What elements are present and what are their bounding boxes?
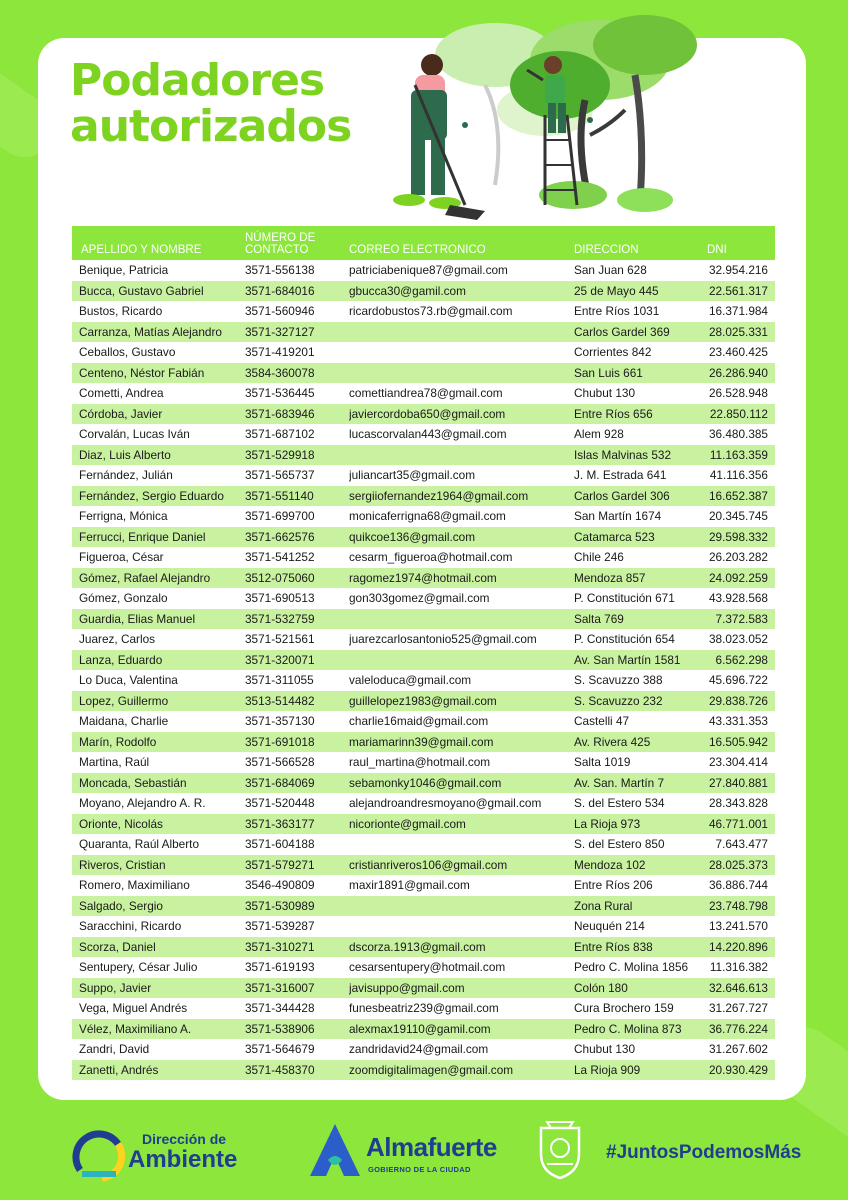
table-row <box>72 568 775 589</box>
cell-address: Entre Ríos 1031 <box>574 304 660 319</box>
cell-phone: 3571-458370 <box>245 1062 315 1077</box>
table-row <box>72 260 775 281</box>
cell-name: Ferrucci, Enrique Daniel <box>79 529 206 544</box>
cell-dni: 23.304.414 <box>708 755 768 770</box>
cell-address: San Juan 628 <box>574 263 647 278</box>
cell-dni: 22.850.112 <box>709 406 768 421</box>
cell-phone: 3571-564679 <box>245 1042 315 1057</box>
table-row <box>72 773 775 794</box>
cell-phone: 3571-551140 <box>245 488 314 503</box>
cell-phone: 3571-419201 <box>245 345 315 360</box>
cell-dni: 13.241.570 <box>708 919 768 934</box>
cell-email: mariamarinn39@gmail.com <box>349 734 494 749</box>
ambiente-logo <box>72 1126 242 1186</box>
cell-dni: 11.163.359 <box>709 447 768 462</box>
cell-phone: 3584-360078 <box>245 365 315 380</box>
table-row <box>72 670 775 691</box>
cell-name: Bustos, Ricardo <box>79 304 163 319</box>
cell-name: Lanza, Eduardo <box>79 652 163 667</box>
cell-name: Carranza, Matías Alejandro <box>79 324 222 339</box>
hashtag: #JuntosPodemosMás <box>606 1142 802 1163</box>
cell-address: Alem 928 <box>574 427 624 442</box>
cell-name: Diaz, Luis Alberto <box>79 447 171 462</box>
cell-address: San Luis 661 <box>574 365 643 380</box>
cell-email: monicaferrigna68@gmail.com <box>349 509 506 524</box>
cell-dni: 23.748.798 <box>708 898 768 913</box>
cell-phone: 3571-687102 <box>245 427 315 442</box>
table-row <box>72 691 775 712</box>
cell-address: Mendoza 102 <box>574 857 646 872</box>
table-body <box>72 260 775 1080</box>
table-row <box>72 834 775 855</box>
table-row <box>72 424 775 445</box>
cell-email: javiercordoba650@gmail.com <box>349 406 506 421</box>
cell-name: Ferrigna, Mónica <box>79 509 168 524</box>
title-line-1: Podadores <box>70 55 325 106</box>
cell-email: ragomez1974@hotmail.com <box>349 570 497 585</box>
cell-email: guillelopez1983@gmail.com <box>349 693 497 708</box>
cell-address: Pedro C. Molina 1856 <box>574 960 689 975</box>
cell-phone: 3571-684016 <box>245 283 315 298</box>
table-row <box>72 363 775 384</box>
table-row <box>72 875 775 896</box>
cell-address: Cura Brochero 159 <box>574 1001 674 1016</box>
cell-dni: 41.116.356 <box>709 468 768 483</box>
cell-phone: 3571-579271 <box>245 857 315 872</box>
cell-email: patriciabenique87@gmail.com <box>349 263 508 278</box>
cell-dni: 29.838.726 <box>708 693 768 708</box>
table-row <box>72 732 775 753</box>
cell-name: Juarez, Carlos <box>79 632 156 647</box>
cell-dni: 36.886.744 <box>708 878 768 893</box>
cell-dni: 28.025.331 <box>708 324 768 339</box>
table-row <box>72 814 775 835</box>
cell-dni: 26.286.940 <box>708 365 768 380</box>
cell-address: P. Constitución 671 <box>574 591 675 606</box>
table-row <box>72 445 775 466</box>
cell-address: Catamarca 523 <box>574 529 655 544</box>
almafuerte-logo <box>308 1122 508 1186</box>
cell-email: juliancart35@gmail.com <box>349 468 476 483</box>
cell-name: Corvalán, Lucas Iván <box>79 427 190 442</box>
table-row <box>72 609 775 630</box>
cell-phone: 3571-344428 <box>245 1001 315 1016</box>
table-row <box>72 404 775 425</box>
cell-address: J. M. Estrada 641 <box>574 468 667 483</box>
cell-address: Chubut 130 <box>574 1042 636 1057</box>
cell-address: P. Constitución 654 <box>574 632 675 647</box>
cell-address: Entre Ríos 656 <box>574 406 653 421</box>
cell-address: Islas Malvinas 532 <box>574 447 672 462</box>
table-row <box>72 547 775 568</box>
table-row <box>72 896 775 917</box>
cell-phone: 3571-320071 <box>245 652 315 667</box>
cell-dni: 43.331.353 <box>708 714 768 729</box>
cell-name: Orionte, Nicolás <box>79 816 163 831</box>
cell-dni: 14.220.896 <box>708 939 768 954</box>
cell-address: S. del Estero 850 <box>574 837 665 852</box>
cell-phone: 3571-604188 <box>245 837 315 852</box>
cell-email: maxir1891@gmail.com <box>349 878 470 893</box>
page-title <box>70 55 352 152</box>
cell-address: S. Scavuzzo 388 <box>574 673 663 688</box>
cell-name: Zanetti, Andrés <box>79 1062 159 1077</box>
table-row <box>72 383 775 404</box>
cell-name: Quaranta, Raúl Alberto <box>79 837 200 852</box>
cell-email: dscorza.1913@gmail.com <box>349 939 486 954</box>
cell-dni: 29.598.332 <box>708 529 768 544</box>
cell-phone: 3571-529918 <box>245 447 315 462</box>
city-name: Almafuerte <box>366 1132 497 1162</box>
table-row <box>72 301 775 322</box>
cell-phone: 3571-310271 <box>245 939 315 954</box>
table-row <box>72 855 775 876</box>
cell-phone: 3571-691018 <box>245 734 315 749</box>
table-row <box>72 752 775 773</box>
table-row <box>72 486 775 507</box>
cell-dni: 43.928.568 <box>708 591 768 606</box>
table-row <box>72 322 775 343</box>
cell-address: Pedro C. Molina 873 <box>574 1021 682 1036</box>
cell-phone: 3571-532759 <box>245 611 315 626</box>
cell-name: Benique, Patricia <box>79 263 169 278</box>
table-row <box>72 998 775 1019</box>
cell-phone: 3571-357130 <box>245 714 315 729</box>
cell-dni: 24.092.259 <box>708 570 768 585</box>
cell-email: comettiandrea78@gmail.com <box>349 386 503 401</box>
almafuerte-logo-icon <box>308 1122 362 1178</box>
table-header <box>72 226 775 260</box>
header-dni: DNI <box>707 244 727 256</box>
header-name: APELLIDO Y NOMBRE <box>81 244 202 256</box>
cell-phone: 3571-560946 <box>245 304 315 319</box>
cell-dni: 31.267.602 <box>708 1042 768 1057</box>
cell-address: Salta 1019 <box>574 755 631 770</box>
cell-phone: 3571-521561 <box>245 632 315 647</box>
cell-phone: 3571-311055 <box>245 673 314 688</box>
header-phone <box>245 232 349 256</box>
table-row <box>72 281 775 302</box>
cell-phone: 3571-684069 <box>245 775 315 790</box>
cell-email: lucascorvalan443@gmail.com <box>349 427 507 442</box>
cell-email: juarezcarlosantonio525@gmail.com <box>349 632 537 647</box>
header-address: DIRECCIÓN <box>574 244 639 256</box>
table-row <box>72 957 775 978</box>
table-row <box>72 588 775 609</box>
cell-name: Scorza, Daniel <box>79 939 156 954</box>
table-row <box>72 1060 775 1081</box>
cell-dni: 22.561.317 <box>708 283 768 298</box>
city-seal-icon <box>535 1118 585 1180</box>
table-row <box>72 629 775 650</box>
cell-phone: 3571-539287 <box>245 919 315 934</box>
header-email: CORREO ELECTRÓNICO <box>349 244 486 256</box>
cell-name: Sentupery, César Julio <box>79 960 198 975</box>
table-row <box>72 650 775 671</box>
cell-address: La Rioja 973 <box>574 816 641 831</box>
cell-email: quikcoe136@gmail.com <box>349 529 476 544</box>
header-phone-line-1: NÚMERO DE <box>245 232 316 244</box>
table-row <box>72 793 775 814</box>
ambiente-line-2: Ambiente <box>128 1146 238 1173</box>
cell-email: raul_martina@hotmail.com <box>349 755 491 770</box>
pruners-table <box>72 226 775 1080</box>
cell-dni: 16.652.387 <box>708 488 768 503</box>
footer <box>0 1110 848 1200</box>
cell-phone: 3571-683946 <box>245 406 315 421</box>
header-phone-line-2: CONTACTO <box>245 244 309 256</box>
cell-dni: 36.776.224 <box>708 1021 768 1036</box>
cell-phone: 3571-565737 <box>245 468 315 483</box>
cell-dni: 26.203.282 <box>708 550 768 565</box>
cell-name: Gómez, Gonzalo <box>79 591 168 606</box>
cell-phone: 3571-662576 <box>245 529 315 544</box>
cell-phone: 3546-490809 <box>245 878 315 893</box>
cell-dni: 32.954.216 <box>708 263 768 278</box>
cell-name: Lo Duca, Valentina <box>79 673 178 688</box>
cell-email: zoomdigitalimagen@gmail.com <box>349 1062 514 1077</box>
table-row <box>72 978 775 999</box>
cell-address: Neuquén 214 <box>574 919 645 934</box>
cell-name: Lopez, Guillermo <box>79 693 169 708</box>
cell-dni: 16.371.984 <box>708 304 768 319</box>
cell-address: Salta 769 <box>574 611 624 626</box>
cell-email: cesarm_figueroa@hotmail.com <box>349 550 513 565</box>
table-row <box>72 465 775 486</box>
cell-phone: 3571-536445 <box>245 386 315 401</box>
cell-email: javisuppo@gmail.com <box>349 980 465 995</box>
cell-name: Fernández, Sergio Eduardo <box>79 488 224 503</box>
cell-phone: 3571-327127 <box>245 324 315 339</box>
cell-name: Fernández, Julián <box>79 468 173 483</box>
cell-name: Vélez, Maximiliano A. <box>79 1021 192 1036</box>
cell-name: Moncada, Sebastián <box>79 775 187 790</box>
cell-dni: 32.646.613 <box>708 980 768 995</box>
cell-address: Chile 246 <box>574 550 624 565</box>
cell-address: Zona Rural <box>574 898 633 913</box>
cell-name: Suppo, Javier <box>79 980 152 995</box>
cell-address: Mendoza 857 <box>574 570 646 585</box>
cell-name: Saracchini, Ricardo <box>79 919 182 934</box>
cell-address: 25 de Mayo 445 <box>574 283 659 298</box>
cell-name: Zandri, David <box>79 1042 150 1057</box>
cell-address: Av. San. Martín 7 <box>574 775 665 790</box>
cell-name: Ceballos, Gustavo <box>79 345 176 360</box>
cell-name: Guardia, Elias Manuel <box>79 611 196 626</box>
cell-phone: 3571-619193 <box>245 960 315 975</box>
cell-phone: 3512-075060 <box>245 570 315 585</box>
cell-dni: 28.025.373 <box>708 857 768 872</box>
cell-phone: 3571-538906 <box>245 1021 315 1036</box>
cell-dni: 38.023.052 <box>708 632 768 647</box>
cell-email: cristianriveros106@gmail.com <box>349 857 508 872</box>
cell-address: San Martín 1674 <box>574 509 662 524</box>
table-row <box>72 506 775 527</box>
city-subtitle: GOBIERNO DE LA CIUDAD <box>368 1165 471 1174</box>
table-row <box>72 937 775 958</box>
cell-email: ricardobustos73.rb@gmail.com <box>349 304 513 319</box>
cell-dni: 20.930.429 <box>708 1062 768 1077</box>
table-row <box>72 1019 775 1040</box>
cell-name: Cometti, Andrea <box>79 386 164 401</box>
ambiente-line-1: Dirección de <box>142 1131 227 1147</box>
cell-name: Riveros, Cristian <box>79 857 166 872</box>
cell-email: gbucca30@gamil.com <box>349 283 466 298</box>
cell-phone: 3571-556138 <box>245 263 315 278</box>
cell-phone: 3571-363177 <box>245 816 315 831</box>
cell-dni: 7.643.477 <box>715 837 768 852</box>
cell-phone: 3571-566528 <box>245 755 315 770</box>
cell-email: alexmax19110@gamil.com <box>349 1021 491 1036</box>
cell-dni: 11.316.382 <box>709 960 768 975</box>
cell-name: Centeno, Néstor Fabián <box>79 365 205 380</box>
cell-email: gon303gomez@gmail.com <box>349 591 490 606</box>
cell-address: Castelli 47 <box>574 714 630 729</box>
cell-name: Salgado, Sergio <box>79 898 163 913</box>
cell-address: Av. Rivera 425 <box>574 734 651 749</box>
cell-address: Carlos Gardel 369 <box>574 324 670 339</box>
gardeners-illustration <box>345 15 775 220</box>
cell-name: Marín, Rodolfo <box>79 734 157 749</box>
cell-dni: 16.505.942 <box>708 734 768 749</box>
cell-dni: 31.267.727 <box>708 1001 768 1016</box>
cell-address: Av. San Martín 1581 <box>574 652 681 667</box>
table-row <box>72 342 775 363</box>
cell-dni: 23.460.425 <box>708 345 768 360</box>
cell-address: La Rioja 909 <box>574 1062 641 1077</box>
cell-address: S. Scavuzzo 232 <box>574 693 663 708</box>
cell-email: sebamonky1046@gmail.com <box>349 775 502 790</box>
cell-dni: 36.480.385 <box>708 427 768 442</box>
cell-dni: 28.343.828 <box>708 796 768 811</box>
cell-name: Maidana, Charlie <box>79 714 169 729</box>
cell-name: Figueroa, César <box>79 550 164 565</box>
cell-name: Martina, Raúl <box>79 755 150 770</box>
cell-name: Romero, Maximiliano <box>79 878 190 893</box>
cell-email: zandridavid24@gmail.com <box>349 1042 489 1057</box>
cell-email: charlie16maid@gmail.com <box>349 714 489 729</box>
table-row <box>72 1039 775 1060</box>
cell-email: cesarsentupery@hotmail.com <box>349 960 506 975</box>
cell-address: Corrientes 842 <box>574 345 652 360</box>
cell-dni: 45.696.722 <box>708 673 768 688</box>
cell-dni: 27.840.881 <box>708 775 768 790</box>
cell-email: alejandroandresmoyano@gmail.com <box>349 796 542 811</box>
cell-phone: 3571-699700 <box>245 509 315 524</box>
cell-name: Moyano, Alejandro A. R. <box>79 796 206 811</box>
cell-phone: 3571-541252 <box>245 550 315 565</box>
table-row <box>72 711 775 732</box>
cell-address: Chubut 130 <box>574 386 636 401</box>
cell-address: Carlos Gardel 306 <box>574 488 670 503</box>
cell-phone: 3571-690513 <box>245 591 315 606</box>
cell-name: Córdoba, Javier <box>79 406 163 421</box>
cell-email: valeloduca@gmail.com <box>349 673 472 688</box>
cell-email: nicorionte@gmail.com <box>349 816 466 831</box>
cell-phone: 3571-316007 <box>245 980 315 995</box>
cell-name: Bucca, Gustavo Gabriel <box>79 283 204 298</box>
cell-phone: 3513-514482 <box>245 693 315 708</box>
cell-address: Entre Ríos 206 <box>574 878 653 893</box>
cell-dni: 7.372.583 <box>715 611 768 626</box>
cell-phone: 3571-520448 <box>245 796 315 811</box>
cell-address: Entre Ríos 838 <box>574 939 653 954</box>
table-row <box>72 527 775 548</box>
cell-email: sergiiofernandez1964@gmail.com <box>349 488 529 503</box>
title-line-2: autorizados <box>70 101 352 152</box>
cell-dni: 6.562.298 <box>715 652 768 667</box>
cell-name: Vega, Miguel Andrés <box>79 1001 188 1016</box>
cell-address: S. del Estero 534 <box>574 796 665 811</box>
cell-dni: 46.771.001 <box>708 816 768 831</box>
ambiente-logo-icon <box>72 1130 126 1184</box>
cell-email: funesbeatriz239@gmail.com <box>349 1001 499 1016</box>
cell-name: Gómez, Rafael Alejandro <box>79 570 211 585</box>
cell-address: Colón 180 <box>574 980 628 995</box>
cell-phone: 3571-530989 <box>245 898 315 913</box>
cell-dni: 20.345.745 <box>708 509 768 524</box>
cell-dni: 26.528.948 <box>708 386 768 401</box>
table-row <box>72 916 775 937</box>
